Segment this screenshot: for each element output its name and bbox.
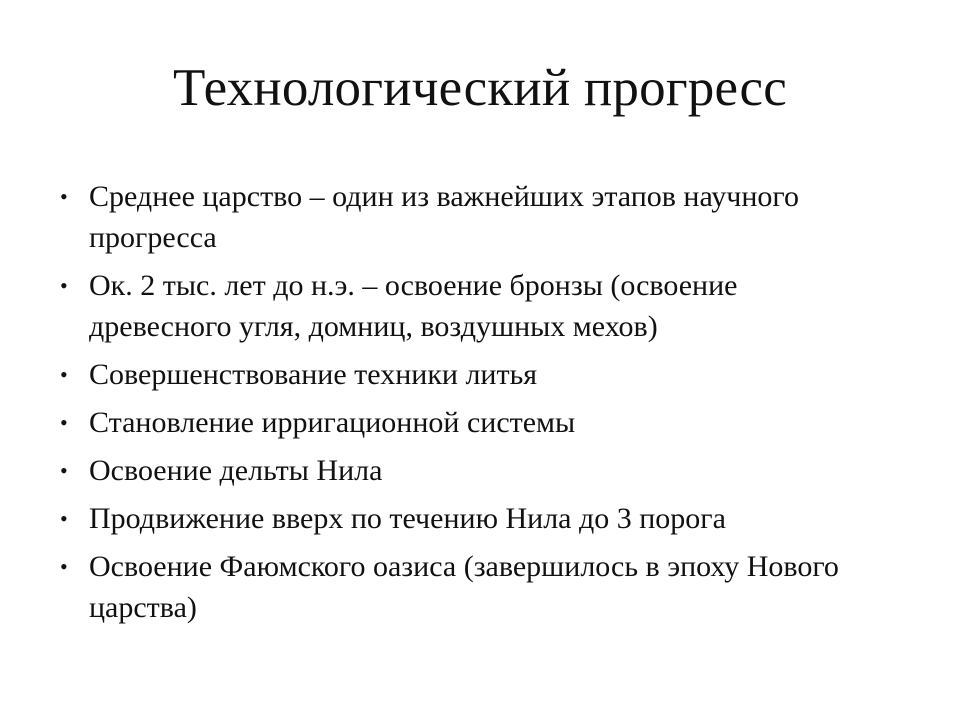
bullet-icon: • <box>60 554 68 579</box>
bullet-icon: • <box>60 362 68 387</box>
bullet-text: Ок. 2 тыс. лет до н.э. – освоение бронзы (освоение древесного угля, домниц, воздушных мехов) <box>89 269 738 343</box>
bullet-item <box>58 546 858 628</box>
bullet-item <box>58 176 858 258</box>
bullet-icon: • <box>60 458 68 483</box>
bullet-item <box>58 402 858 443</box>
bullet-icon: • <box>60 410 68 435</box>
bullet-icon: • <box>60 273 68 298</box>
bullet-text: Освоение Фаюмского оазиса (завершилось в эпоху Нового царства) <box>89 550 839 624</box>
bullet-text: Становление ирригационной системы <box>89 406 576 439</box>
bullet-item <box>58 450 858 491</box>
bullet-item <box>58 265 858 347</box>
bullet-text: Освоение дельты Нила <box>89 454 383 487</box>
bullet-icon: • <box>60 506 68 531</box>
bullet-text: Совершенствование техники литья <box>89 358 538 391</box>
slide-title: Технологический прогресс <box>173 59 787 117</box>
bullet-item <box>58 498 858 539</box>
bullet-item <box>58 354 858 395</box>
bullet-text: Среднее царство – один из важнейших этапов научного прогресса <box>89 180 799 254</box>
bullet-icon: • <box>60 184 68 209</box>
bullet-text: Продвижение вверх по течению Нила до 3 порога <box>89 502 726 535</box>
bullet-list <box>58 176 858 635</box>
